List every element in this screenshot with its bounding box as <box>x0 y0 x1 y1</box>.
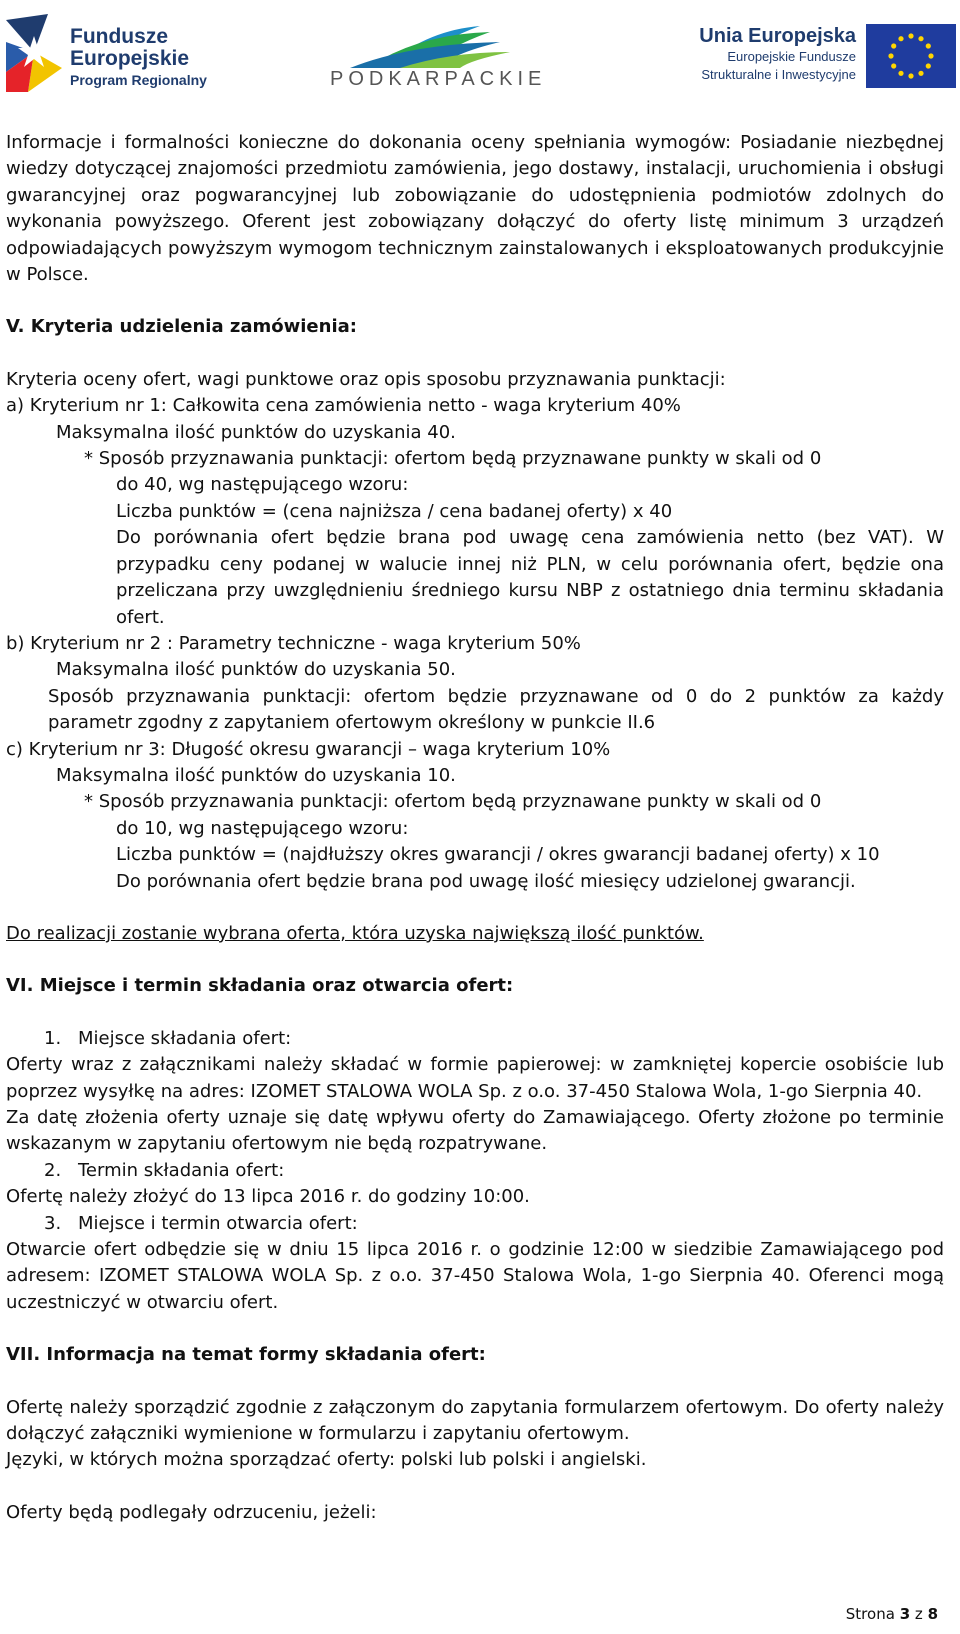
criterion-c-method-cont: do 10, wg następującego wzoru: <box>116 817 409 839</box>
s6-item-2-text: Ofertę należy złożyć do 13 lipca 2016 r. do godziny 10:00. <box>6 1186 530 1208</box>
criterion-c: c) Kryterium nr 3: Długość okresu gwarancji – waga kryterium 10% <box>6 738 611 760</box>
document-header <box>0 0 960 100</box>
s6-item-1-label: Miejsce składania ofert: <box>78 1027 292 1049</box>
s6-item-1-number: 1. <box>44 1027 62 1049</box>
criterion-a-method: * Sposób przyznawania punktacji: ofertom będą przyznawane punkty w skali od 0 <box>84 448 822 470</box>
podkarpackie-wave-icon <box>330 22 530 68</box>
criterion-c-method: * Sposób przyznawania punktacji: ofertom będą przyznawane punkty w skali od 0 <box>84 791 822 813</box>
criterion-c-max-points: Maksymalna ilość punktów do uzyskania 10. <box>56 764 456 786</box>
fundusze-europejskie-text: Fundusze Europejskie Program Regionalny <box>70 25 207 88</box>
rejection-intro: Oferty będą podlegały odrzuceniu, jeżeli: <box>6 1501 377 1523</box>
criterion-a-formula: Liczba punktów = (cena najniższa / cena badanej oferty) x 40 <box>116 500 673 522</box>
s7-text-2: Języki, w których można sporządzać oferty: polski lub polski i angielski. <box>6 1449 647 1471</box>
page-total: 8 <box>927 1605 938 1623</box>
unia-europejska-text: Unia Europejska Europejskie Fundusze Strukturalne i Inwestycyjne <box>699 25 856 82</box>
section-6-heading: VI. Miejsce i termin składania oraz otwarcia ofert: <box>6 975 514 997</box>
criteria-intro: Kryteria oceny ofert, wagi punktowe oraz opis sposobu przyznawania punktacji: <box>6 368 726 390</box>
unia-europejska-logo <box>670 24 960 94</box>
criterion-a-note: Do porównania ofert będzie brana pod uwagę cena zamówienia netto (bez VAT). W przypadku ceny podanej w walucie innej niż PLN, w celu porównania ofert, będzie ona przeliczana przy uwzględnieniu średniego kursu NBP z ostatniego dnia terminu składania ofert. <box>116 527 944 628</box>
eu-flag-icon <box>866 24 956 88</box>
s6-item-1-text-2: Za datę złożenia oferty uznaje się datę wpływu oferty do Zamawiającego. Oferty złożone po terminie wskazanym w zapytaniu ofertowym nie będą rozpatrywane. <box>6 1107 944 1155</box>
s7-text-1: Ofertę należy sporządzić zgodnie z załączonym do zapytania formularzem ofertowym. Do oferty należy dołączyć załączniki wymienione w formularzu i zapytaniu ofertowym. <box>6 1396 944 1445</box>
requirements-paragraph: Informacje i formalności konieczne do dokonania oceny spełniania wymogów: Posiadanie niezbędnej wiedzy dotyczącej znajomości przedmiotu zamówienia, jego dostawy, instalacji, uruchomienia i obsługi gwarancyjnej oraz pogwarancyjnej lub zobowiązanie do udostępnienia podmiotów zdolnych do wykonania powyższego. Oferent jest zobowiązany dołączyć do oferty listę minimum 3 urządzeń odpowiadających powyższym wymogom technicznym zainstalowanych i eksploatowanych produkcyjnie w Polsce. <box>6 132 944 286</box>
s6-item-1-text: Oferty wraz z załącznikami należy składać w formie papierowej: w zamkniętej kopercie osobiście lub poprzez wysyłkę na adres: IZOMET STALOWA WOLA Sp. z o.o. 37-450 Stalowa Wola, 1-go Sierpnia 40. <box>6 1054 944 1102</box>
criterion-a: a) Kryterium nr 1: Całkowita cena zamówienia netto - waga kryterium 40% <box>6 395 681 417</box>
page-label: Strona <box>845 1605 895 1623</box>
criterion-b: b) Kryterium nr 2 : Parametry techniczne - waga kryterium 50% <box>6 632 581 654</box>
criterion-c-formula: Liczba punktów = (najdłuższy okres gwarancji / okres gwarancji badanej oferty) x 10 <box>116 844 880 866</box>
criterion-b-method: Sposób przyznawania punktacji: ofertom będzie przyznawane od 0 do 2 punktów za każdy parametr zgodny z zapytaniem ofertowym określony w punkcie II.6 <box>48 685 944 734</box>
document-body <box>0 130 944 1526</box>
podkarpackie-logo <box>330 22 547 92</box>
s6-item-2-label: Termin składania ofert: <box>78 1159 285 1181</box>
s6-item-3-text: Otwarcie ofert odbędzie się w dniu 15 lipca 2016 r. o godzinie 12:00 w siedzibie Zamawiającego pod adresem: IZOMET STALOWA WOLA Sp. z o.o. 37-450 Stalowa Wola, 1-go Sierpnia 40. Oferenci mogą uczestniczyć w otwarciu ofert. <box>6 1239 944 1313</box>
criterion-a-method-cont: do 40, wg następującego wzoru: <box>116 474 409 496</box>
section-7-heading: VII. Informacja na temat formy składania ofert: <box>6 1344 486 1366</box>
podkarpackie-name: PODKARPACKIE <box>330 68 547 90</box>
page-current: 3 <box>899 1605 911 1623</box>
s6-item-1 <box>6 1026 944 1052</box>
s6-item-2 <box>6 1158 944 1184</box>
criterion-b-max-points: Maksymalna ilość punktów do uzyskania 50. <box>56 659 456 681</box>
s6-item-3-label: Miejsce i termin otwarcia ofert: <box>78 1212 358 1234</box>
s6-item-3-number: 3. <box>44 1212 62 1234</box>
fundusze-europejskie-star-icon <box>4 12 64 94</box>
s6-item-2-number: 2. <box>44 1159 62 1181</box>
section-5-heading: V. Kryteria udzielenia zamówienia: <box>6 316 357 338</box>
page-number <box>846 1605 938 1623</box>
fundusze-europejskie-logo <box>4 12 214 94</box>
criterion-a-max-points: Maksymalna ilość punktów do uzyskania 40. <box>56 421 456 443</box>
criterion-c-note: Do porównania ofert będzie brana pod uwagę ilość miesięcy udzielonej gwarancji. <box>116 870 856 892</box>
s6-item-3 <box>6 1211 944 1237</box>
page-separator: z <box>914 1605 923 1623</box>
selection-note: Do realizacji zostanie wybrana oferta, która uzyska największą ilość punktów. <box>6 922 704 944</box>
